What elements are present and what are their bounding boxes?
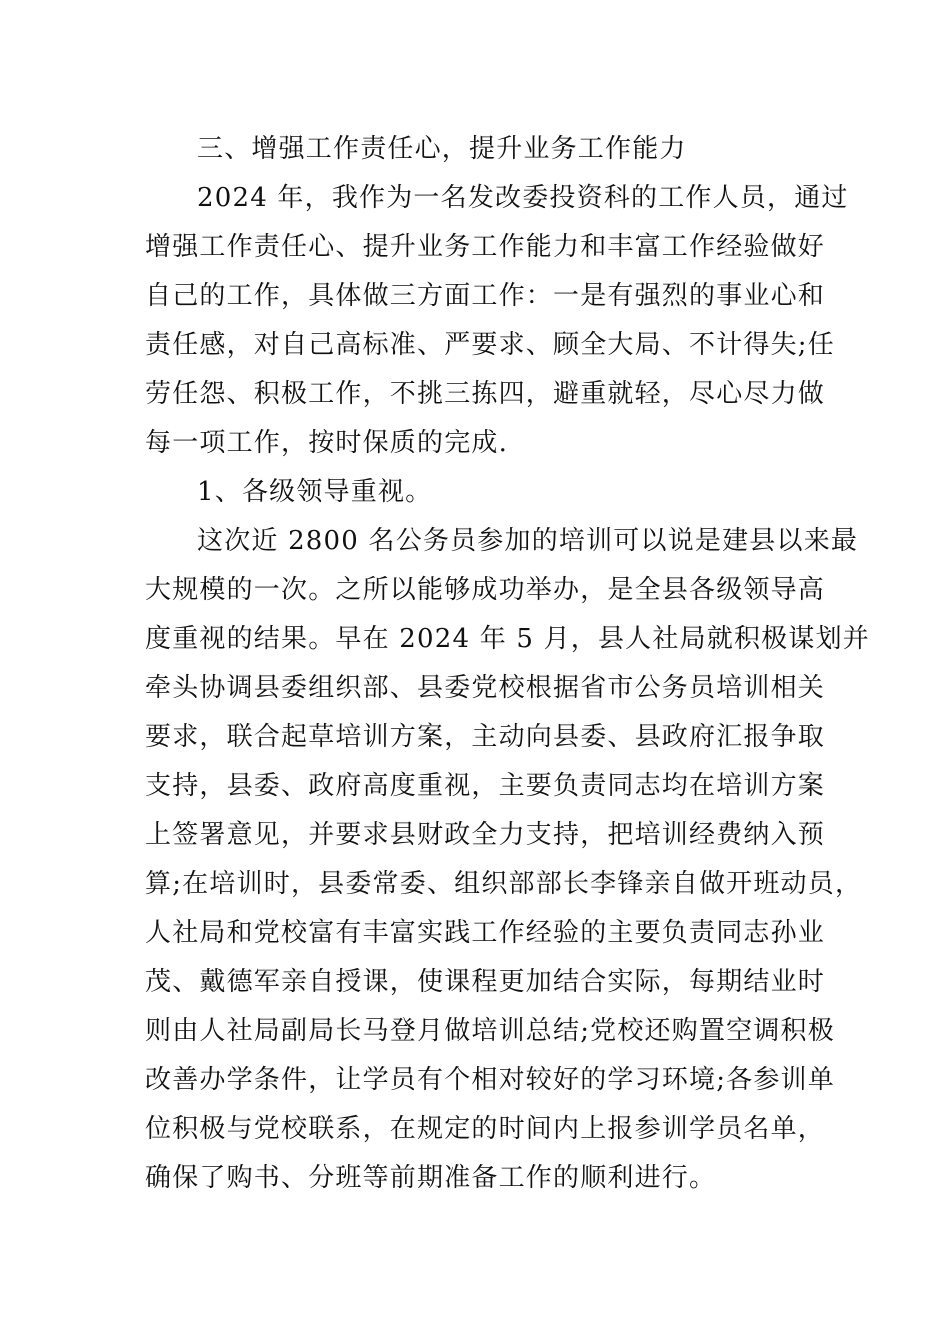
text-line: 劳任怨、积极工作，不挑三拣四，避重就轻，尽心尽力做 [145, 379, 826, 409]
text-line: 位积极与党校联系，在规定的时间内上报参训学员名单， [145, 1114, 826, 1144]
text-line: 茂、戴德军亲自授课，使课程更加结合实际，每期结业时 [145, 967, 826, 997]
text-line: 人社局和党校富有丰富实践工作经验的主要负责同志孙业 [145, 918, 826, 948]
text-line: 每一项工作，按时保质的完成. [145, 428, 509, 458]
text-line: 1、各级领导重视。 [197, 477, 433, 507]
text-line: 大规模的一次。之所以能够成功举办，是全县各级领导高 [145, 575, 826, 605]
text-line: 三、增强工作责任心，提升业务工作能力 [197, 134, 687, 164]
text-line: 自己的工作，具体做三方面工作：一是有强烈的事业心和 [145, 281, 826, 311]
document-body [145, 125, 870, 1203]
text-line: 责任感，对自己高标准、严要求、顾全大局、不计得失;任 [145, 330, 835, 360]
text-line: 上签署意见，并要求县财政全力支持，把培训经费纳入预 [145, 820, 826, 850]
text-line: 度重视的结果。早在 2024 年 5 月，县人社局就积极谋划并 [145, 624, 870, 654]
text-line: 这次近 2800 名公务员参加的培训可以说是建县以来最 [197, 526, 859, 556]
text-line: 增强工作责任心、提升业务工作能力和丰富工作经验做好 [145, 232, 826, 262]
text-line: 要求，联合起草培训方案，主动向县委、县政府汇报争取 [145, 722, 826, 752]
text-line: 2024 年，我作为一名发改委投资科的工作人员，通过 [197, 183, 849, 213]
text-line: 则由人社局副局长马登月做培训总结;党校还购置空调积极 [145, 1016, 835, 1046]
text-line: 支持，县委、政府高度重视，主要负责同志均在培训方案 [145, 771, 826, 801]
text-line: 算;在培训时，县委常委、组织部部长李锋亲自做开班动员， [145, 869, 863, 899]
text-line: 确保了购书、分班等前期准备工作的顺利进行。 [145, 1163, 717, 1193]
text-line: 改善办学条件，让学员有个相对较好的学习环境;各参训单 [145, 1065, 835, 1095]
text-line: 牵头协调县委组织部、县委党校根据省市公务员培训相关 [145, 673, 826, 703]
